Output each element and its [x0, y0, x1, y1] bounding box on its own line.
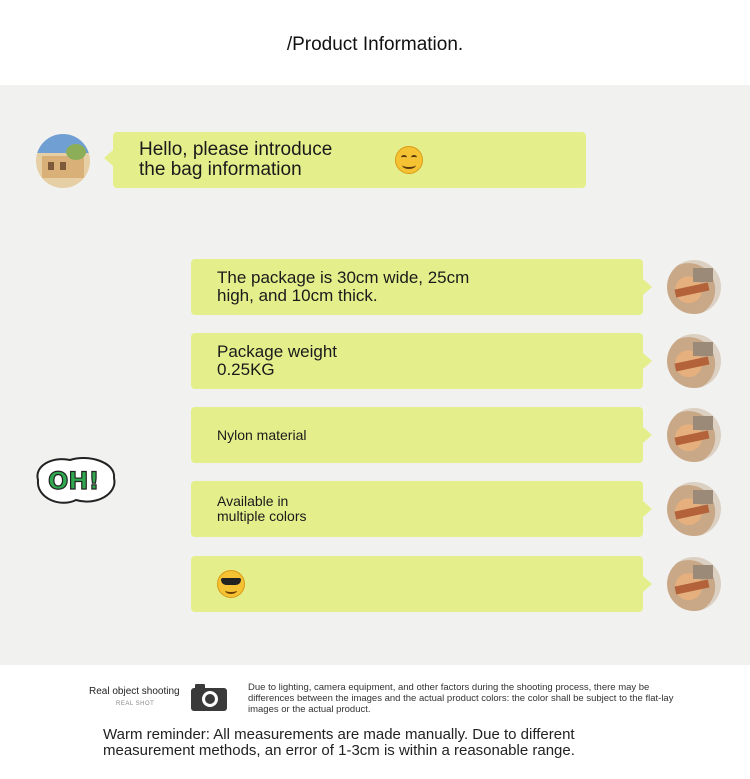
answer-bubble-weight — [191, 333, 643, 389]
page-title: /Product Information. — [286, 34, 464, 55]
answer-text: Available in multiple colors — [217, 493, 307, 524]
answer-bubble-emoji — [191, 556, 643, 612]
seller-avatar — [667, 408, 721, 462]
warm-reminder: Warm reminder: All measurements are made manually. Due to different measurement methods, an error of 1-3cm is within a reasonable range. — [103, 726, 575, 759]
answer-text: Nylon material — [217, 426, 307, 443]
answer-bubble-material — [191, 407, 643, 463]
answer-text: The package is 30cm wide, 25cm high, and 10cm thick. — [217, 268, 470, 305]
camera-icon — [190, 682, 228, 712]
camera-sublabel: REAL SHOT — [116, 701, 155, 707]
answer-text: Package weight 0.25KG — [217, 342, 338, 379]
color-disclaimer: Due to lighting, camera equipment, and other factors during the shooting process, there may be differences between the images and the actual product colors: the color shall be subject to the flat-lay images or the actual product. — [248, 682, 674, 715]
sunglasses-face-icon — [217, 570, 245, 598]
customer-avatar — [36, 134, 90, 188]
seller-avatar — [667, 334, 721, 388]
page-header — [0, 0, 750, 85]
smiling-face-icon — [395, 146, 423, 174]
seller-avatar — [667, 557, 721, 611]
answer-bubble-size — [191, 259, 643, 315]
seller-avatar — [667, 260, 721, 314]
answer-bubble-colors — [191, 481, 643, 537]
camera-label: Real object shooting — [89, 686, 180, 697]
seller-avatar — [667, 482, 721, 536]
oh-sticker — [30, 452, 120, 508]
question-bubble — [113, 132, 586, 188]
sticker-text: OH! — [48, 467, 100, 495]
question-text: Hello, please introduce the bag information — [139, 139, 333, 180]
